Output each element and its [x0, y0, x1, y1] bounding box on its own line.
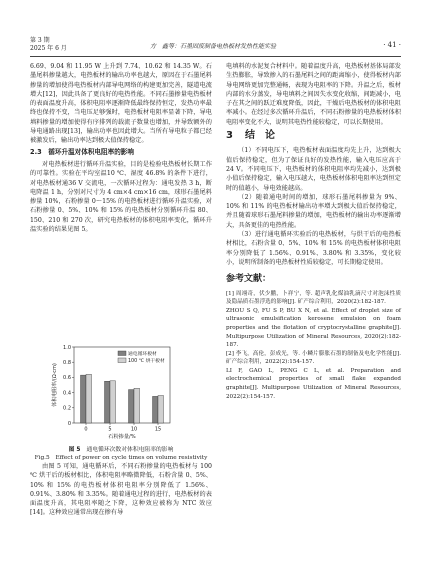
body-paragraph: 6.69、9.04 和 11.95 W 上升到 7.74、10.62 和 14.35 W。石墨尾料掺量越大，电热板材的输出功率也越大，原因在于石墨尾料掺量的增加使得电热板材内部导电网络的构建更加完善，隧道电流增大[12]，因此具备了更良好的电热性能。不同石墨掺量电热板材的表面温度升高，体积电阻率逐渐降低最终保持恒定，发热功率最终也保持不变，当电压足够强时，电热板材电阻率显著下降，导电填料掺量的增加使得有序排列的载流子数量也增加，并导致额外的导电通路出现[13]，输出功率也因此增大。当所有导电粒子都已经被激发后，输出功率达到极大值保持稳定。	[30, 63, 212, 145]
legend-swatch	[118, 358, 126, 363]
bar	[134, 388, 140, 423]
x-tick-label: 0	[84, 426, 88, 433]
legend-label: 100 ℃ 烘干板材	[128, 359, 165, 364]
references-heading: 参考文献：	[226, 274, 272, 285]
body-paragraph: 由图 5 可知，通电循环后，不同石粉掺量的电热板材与 100 ℃ 烘干后的板材相比，体积电阻率略微降低，石粉含量 0、5%、10% 和 15% 的电热板材体积电阻率分别降低了 1.56%、0.91%、3.80% 和 3.35%。随着通电过程的进行，电热板材的表面温度升高，其电阻率随之下降，这种效应被称为 NTC 效应[14]。这种效应通常出现在掺有导	[30, 463, 212, 517]
y-axis-label: 体积电阻率/(Ω·cm)	[52, 363, 58, 407]
section-heading: 2.3 循环升温对体积电阻率的影响	[30, 147, 134, 156]
reference-item: LI F, GAO L, PENG C L, et al. Preparation and electrochemical properties of small flake expanded graphite[J]. Multipurpose Utilization of Mineral Resources, 2022(2):154-157.	[226, 367, 401, 400]
section-title: 结 论	[244, 130, 275, 142]
y-tick-label: 0.4	[63, 390, 71, 397]
y-tick-label: 1.0	[63, 344, 71, 351]
left-column	[30, 62, 212, 234]
bar	[105, 381, 111, 423]
legend-label: 通电循环板材	[128, 352, 157, 357]
y-tick-label: 0.8	[63, 360, 71, 366]
section-number: 3	[226, 130, 233, 142]
x-tick-label: 5	[108, 426, 112, 433]
legend-swatch	[118, 351, 126, 356]
right-column	[226, 62, 401, 401]
issue-info	[30, 37, 67, 53]
figure-label: 图 5	[68, 447, 81, 453]
issue-number: 第 3 期	[30, 37, 50, 44]
y-tick-label: 0	[67, 420, 71, 427]
bar	[110, 381, 116, 423]
bar	[81, 375, 87, 423]
bar	[153, 396, 159, 423]
references-list	[226, 290, 401, 402]
bar	[158, 395, 164, 423]
x-tick-label: 15	[154, 426, 162, 433]
y-tick-label: 0.2	[63, 405, 71, 412]
bar	[86, 374, 92, 423]
x-tick-label: 10	[130, 426, 138, 433]
section-heading	[226, 131, 401, 140]
running-title: 方 鑫等：石墨固废制备电热板材发热性能实验	[150, 43, 277, 50]
page-number: · 41 ·	[383, 41, 401, 49]
header-rule	[30, 56, 401, 57]
y-tick-label: 0.6	[63, 375, 71, 382]
reference-item: [1] 周翊奇，伏少鹏，卜祥宁，等. 超声乳化煤油乳滴尺寸对泡沫性质及隐晶质石墨浮选的影响[J]. 矿产综合利用，2020(2):182-187.	[226, 290, 401, 306]
reference-item: ZHOU S Q, FU S P, BU X N, et al. Effect of droplet size of ultrasonic emulsification kerosene emulsion on foam properties and the flotation of cryptocrystalline graphite[J]. Multipurpose Utilization of Mineral Resources, 2020(2):182-187.	[226, 307, 401, 349]
bar-chart	[30, 341, 212, 441]
conclusion-item: （1）不同电压下，电热板材表面温度均先上升，达到极大值后保持稳定，但为了保证良好的发热性能，输入电压应高于 24 V。不同电压下，电热板材的体积电阻率均先减小，达到极小值后保持稳定，输入电压越大，电热板材体积电阻率达到恒定时的值越小，导电效能越高。	[226, 147, 401, 192]
figure-5	[30, 341, 212, 441]
conclusion-item: （3）进行通电循环实验后的电热板材，与烘干后的电热板材相比，石粉含量 0、5%、10% 和 15% 的电热板材体积电阻率分别降低了 1.56%、0.91%、3.80% 和 3.35%，变化较小，说明所制备的电热板材性质较稳定，可长期稳定使用。	[226, 231, 401, 266]
body-paragraph: 电填料的水泥复合材料中。随着温度升高，电热板材基体局部发生热膨胀，导致掺入的石墨尾料之间的距离缩小，使得板材内部导电网络更加完整通畅，表现为电阻率的下降。升温之后，板材内部的水分蒸发，导电填料之间因失水变化收缩，间距减小，电子在其之间的跃迁难度降低，因此，干燥后电热板材的体积电阻率减小。在经过多次循环升温后，不同石粉掺量的电热板材体积电阻率变化不大，说明其电热性能较稳定，可以长期使用。	[226, 63, 401, 126]
page-header	[0, 0, 427, 60]
figure-caption-en: Fig.5 Effect of power on cycle times on volume resistivity	[34, 455, 208, 461]
x-axis-label: 石粉掺量/%	[108, 434, 136, 440]
issue-date: 2025 年 6 月	[30, 45, 67, 52]
left-column-bottom	[30, 462, 212, 518]
body-paragraph: 对电热板材进行循环升温实验，目的是检验电热板材长期工作的可靠性。实验在平均室温10 ℃、湿度 46.8% 的条件下进行，对电热板材通36 V 交流电，一次循环过程为：通电发热 3 h，断电降温 1 h，分别对尺寸为 4 cm×4 cm×16 cm，球形石墨尾料掺量 10%，石粉掺量 0～15% 的电热板材进行循环升温实验，对石粉掺量 0、5%、10% 和 15% 的电热板材分别循环升温 80、150、210 和 270 次，研究电热板材的体积电阻率变化，循环升温实验的结果见图 5。	[30, 160, 212, 234]
conclusion-item: （2）随着通电时间的增加，球形石墨尾料掺量为 9%、10% 和 11% 的电热板材输出功率增大到极大值后保持稳定，并且随着球形石墨尾料掺量的增加，电热板材的输出功率逐渐增大，具备更佳的电热性能。	[226, 193, 401, 229]
reference-item: [2] 李飞，高伦，彭成光，等. 小鳞片膨胀石墨的制备及电化学性能[J]. 矿产综合利用，2022(2):154-157.	[226, 350, 401, 366]
bar	[129, 390, 135, 423]
figure-caption-text: 通电循环次数对体积电阻率的影响	[86, 447, 174, 453]
